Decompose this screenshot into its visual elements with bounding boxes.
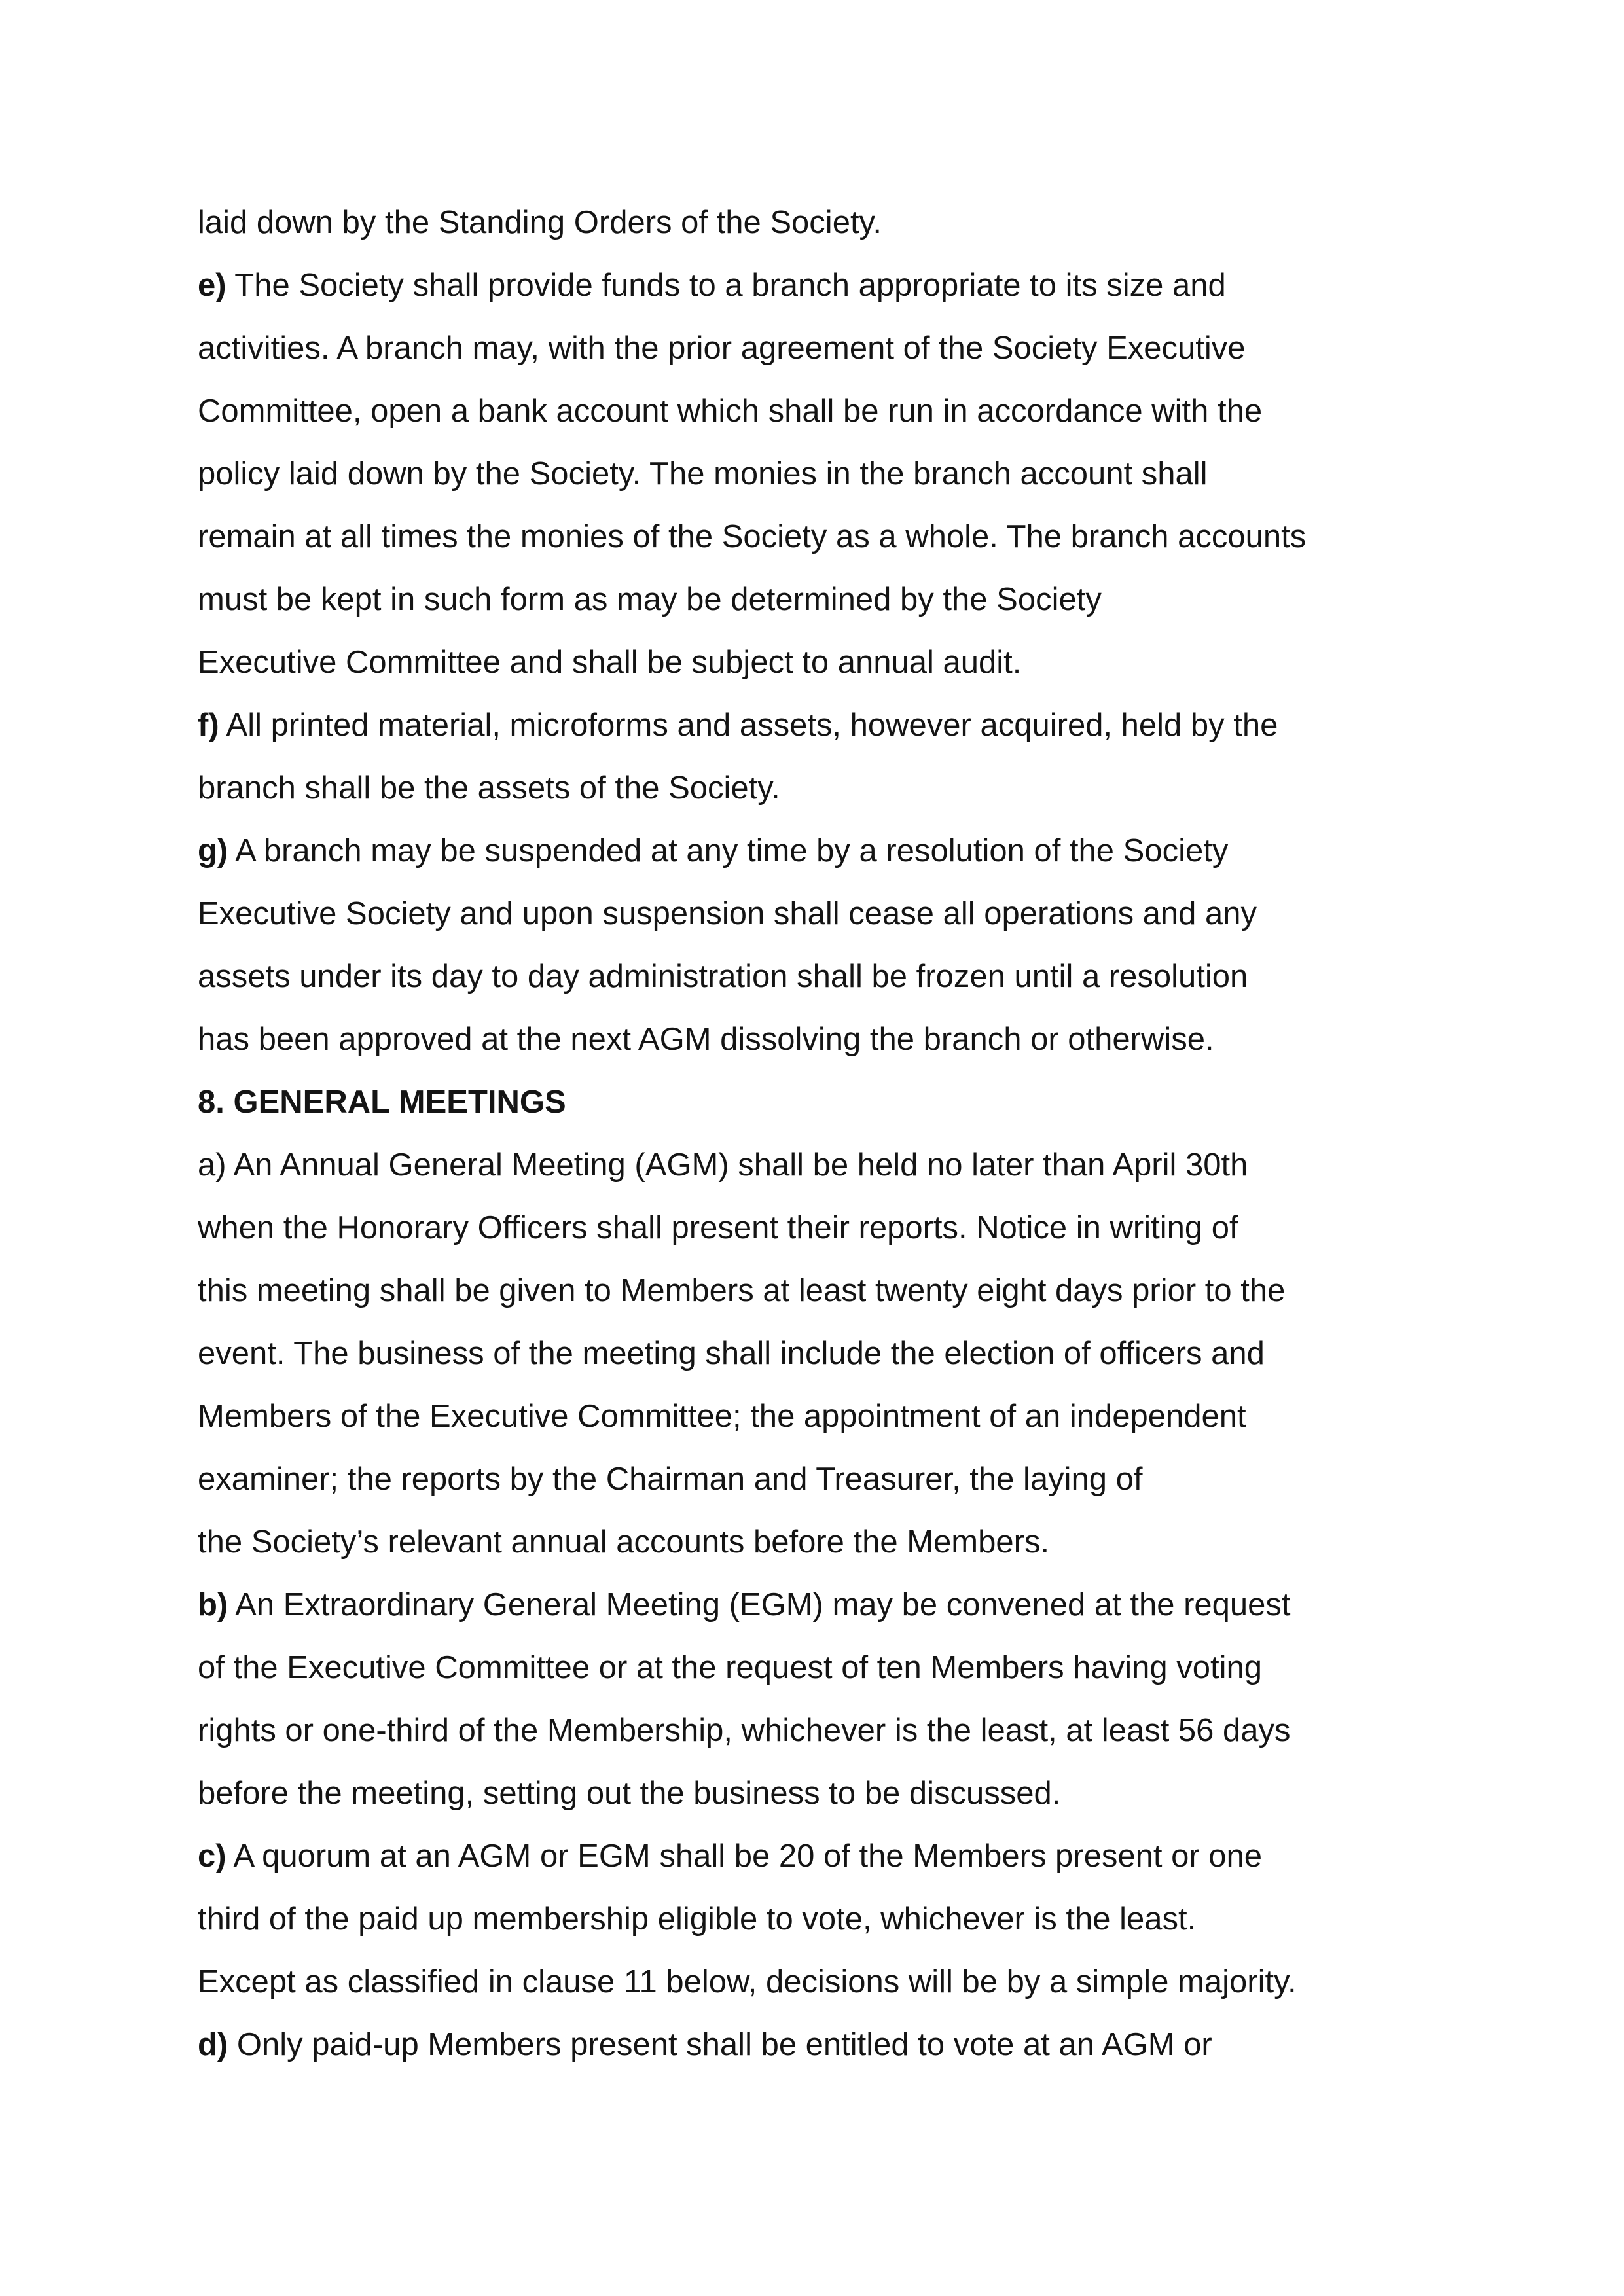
text-line	[198, 254, 1441, 317]
text-line	[198, 1196, 1441, 1259]
text-line	[198, 1259, 1441, 1322]
text-line	[198, 442, 1441, 505]
line-text: policy laid down by the Society. The monies in the branch account shall	[198, 456, 1208, 492]
line-text: Except as classified in clause 11 below, decisions will be by a simple majority.	[198, 1964, 1297, 2000]
clause-marker: c)	[198, 1839, 226, 1874]
text-line	[198, 568, 1441, 631]
section-heading	[198, 1071, 1441, 1134]
clause-marker: f)	[198, 708, 219, 743]
line-text: examiner; the reports by the Chairman and Treasurer, the laying of	[198, 1462, 1143, 1497]
line-text: Members of the Executive Committee; the appointment of an independent	[198, 1399, 1246, 1434]
line-text: of the Executive Committee or at the request of ten Members having voting	[198, 1650, 1262, 1685]
text-line	[198, 694, 1441, 757]
line-text: before the meeting, setting out the business to be discussed.	[198, 1776, 1061, 1811]
line-text: has been approved at the next AGM dissolving the branch or otherwise.	[198, 1022, 1214, 1057]
clause-marker: e)	[198, 268, 226, 303]
line-text: when the Honorary Officers shall present their reports. Notice in writing of	[198, 1210, 1238, 1246]
text-line	[198, 1511, 1441, 1573]
line-text: activities. A branch may, with the prior agreement of the Society Executive	[198, 331, 1246, 366]
text-line	[198, 1888, 1441, 1950]
text-line	[198, 819, 1441, 882]
line-text: Committee, open a bank account which shall be run in accordance with the	[198, 393, 1263, 429]
text-line	[198, 757, 1441, 819]
document-page	[198, 191, 1441, 2076]
text-line	[198, 631, 1441, 694]
text-line	[198, 1825, 1441, 1888]
text-line	[198, 1008, 1441, 1071]
line-text: laid down by the Standing Orders of the Society.	[198, 205, 882, 240]
text-line	[198, 380, 1441, 442]
text-line	[198, 317, 1441, 380]
line-text: A branch may be suspended at any time by a resolution of the Society	[228, 833, 1229, 869]
line-text: this meeting shall be given to Members at least twenty eight days prior to the	[198, 1273, 1286, 1308]
line-text: assets under its day to day administration shall be frozen until a resolution	[198, 959, 1248, 994]
line-text: a) An Annual General Meeting (AGM) shall be held no later than April 30th	[198, 1147, 1248, 1183]
line-text: All printed material, microforms and assets, however acquired, held by the	[219, 708, 1278, 743]
text-line	[198, 1950, 1441, 2013]
line-text: A quorum at an AGM or EGM shall be 20 of the Members present or one	[226, 1839, 1263, 1874]
text-line	[198, 1699, 1441, 1762]
text-line	[198, 1762, 1441, 1825]
line-text: Executive Committee and shall be subject to annual audit.	[198, 645, 1022, 680]
clause-marker: b)	[198, 1587, 228, 1623]
text-line	[198, 1385, 1441, 1448]
section-heading-text: 8. GENERAL MEETINGS	[198, 1085, 566, 1120]
text-line	[198, 505, 1441, 568]
clause-marker: g)	[198, 833, 228, 869]
line-text: must be kept in such form as may be determined by the Society	[198, 582, 1102, 617]
line-text: Executive Society and upon suspension shall cease all operations and any	[198, 896, 1257, 931]
line-text: branch shall be the assets of the Society.	[198, 770, 780, 806]
text-line	[198, 945, 1441, 1008]
line-text: third of the paid up membership eligible to vote, whichever is the least.	[198, 1901, 1197, 1937]
text-line	[198, 1134, 1441, 1196]
text-line	[198, 1636, 1441, 1699]
clause-marker: d)	[198, 2027, 228, 2062]
text-line	[198, 1448, 1441, 1511]
text-line	[198, 1322, 1441, 1385]
line-text: Only paid-up Members present shall be entitled to vote at an AGM or	[228, 2027, 1212, 2062]
text-line	[198, 191, 1441, 254]
line-text: the Society’s relevant annual accounts before the Members.	[198, 1524, 1050, 1560]
line-text: rights or one-third of the Membership, whichever is the least, at least 56 days	[198, 1713, 1291, 1748]
text-line	[198, 882, 1441, 945]
line-text: remain at all times the monies of the Society as a whole. The branch accounts	[198, 519, 1307, 554]
text-line	[198, 1573, 1441, 1636]
line-text: An Extraordinary General Meeting (EGM) may be convened at the request	[228, 1587, 1291, 1623]
line-text: event. The business of the meeting shall include the election of officers and	[198, 1336, 1265, 1371]
text-line	[198, 2013, 1441, 2076]
line-text: The Society shall provide funds to a branch appropriate to its size and	[226, 268, 1226, 303]
